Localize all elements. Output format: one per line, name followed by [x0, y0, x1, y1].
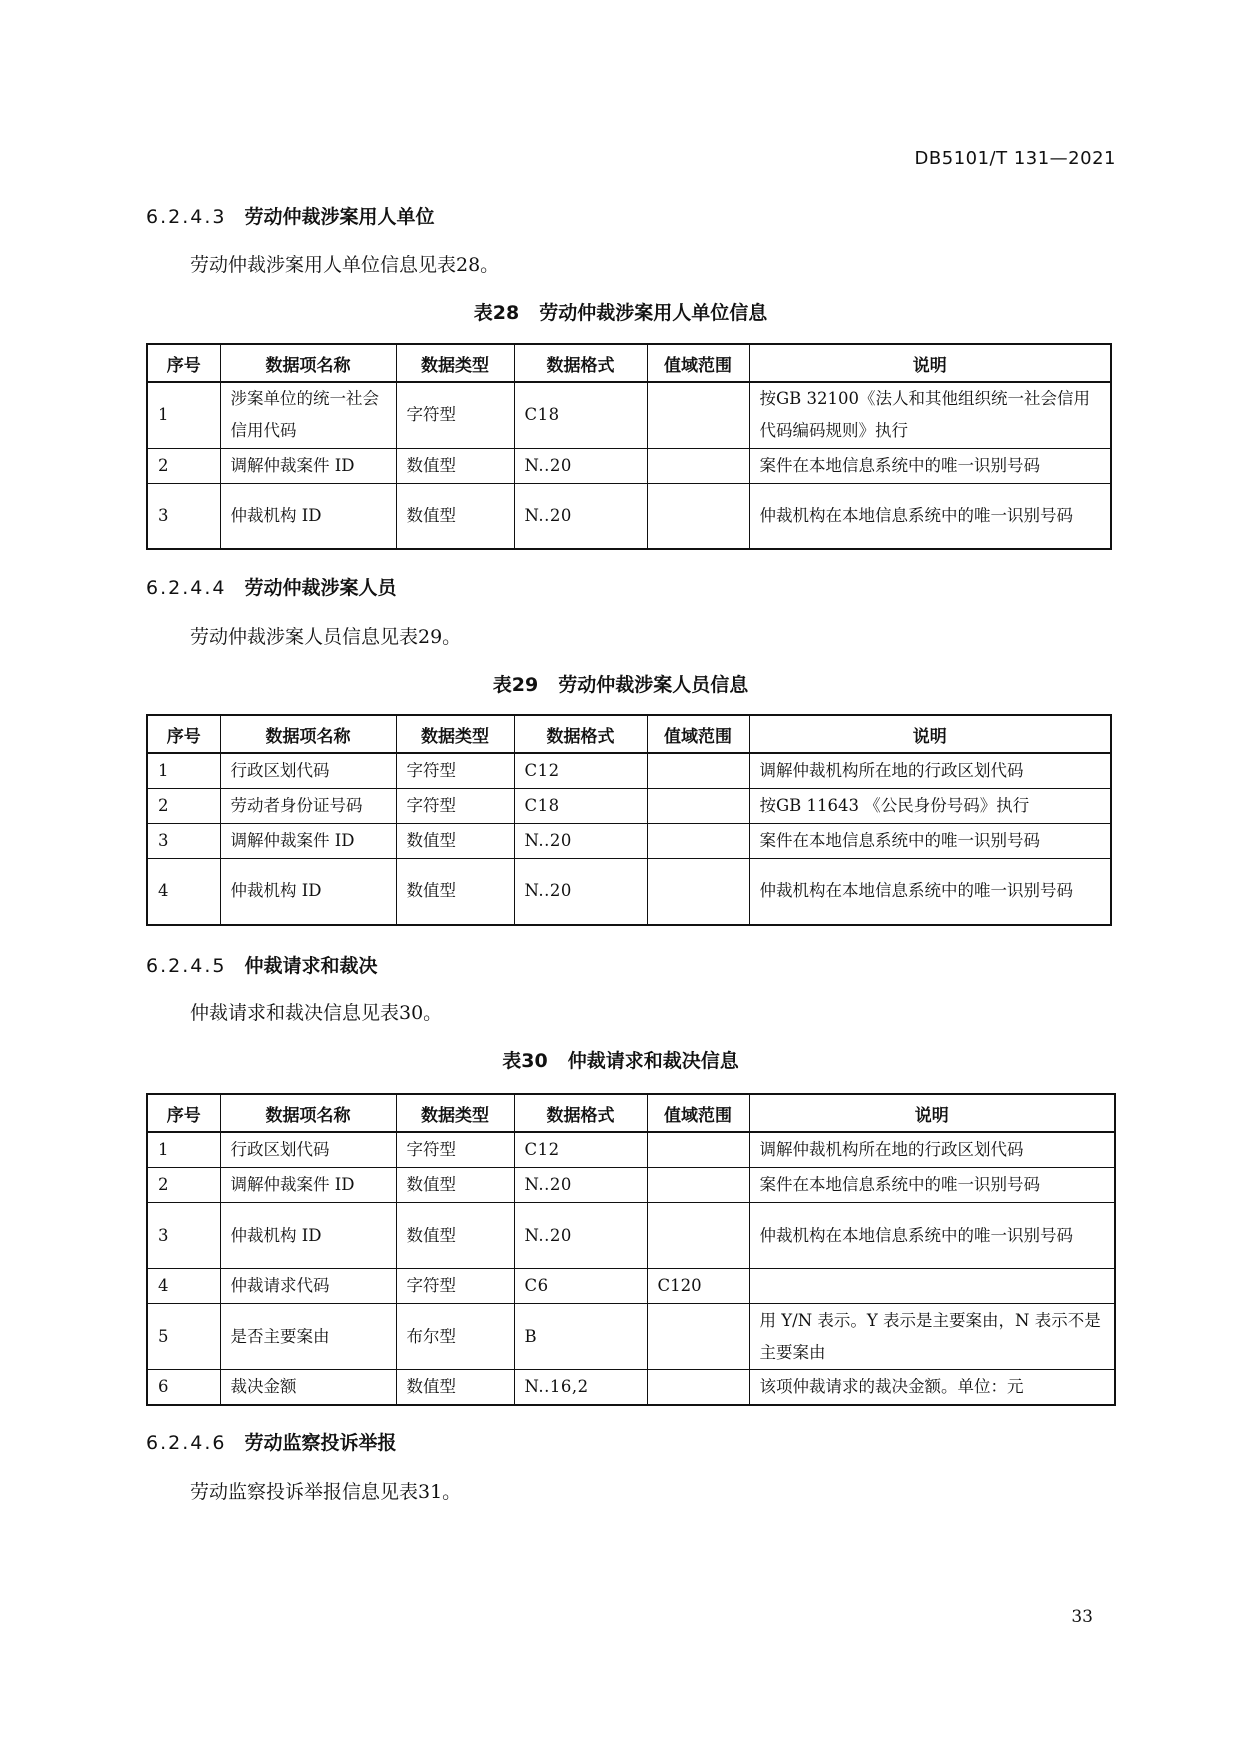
cell-item-name: 仲裁请求代码	[220, 1269, 396, 1304]
cell-value-range	[647, 1370, 749, 1406]
table-row	[147, 382, 1111, 448]
col-header-data-format: 数据格式	[514, 344, 647, 382]
cell-value-range	[647, 1203, 749, 1269]
cell-index: 4	[147, 859, 220, 925]
cell-value-range	[647, 1304, 749, 1370]
table-row	[147, 859, 1111, 925]
cell-value-range	[647, 1168, 749, 1203]
col-header-data-type: 数据类型	[396, 1094, 514, 1132]
col-header-description: 说明	[749, 715, 1111, 753]
section-number: 6.2.4.6	[146, 1432, 227, 1454]
table-header-row	[147, 344, 1111, 382]
col-header-item-name: 数据项名称	[220, 715, 396, 753]
cell-description: 该项仲裁请求的裁决金额。单位：元	[749, 1370, 1115, 1406]
col-header-data-type: 数据类型	[396, 344, 514, 382]
section-number: 6.2.4.3	[146, 206, 227, 228]
cell-description: 案件在本地信息系统中的唯一识别号码	[749, 824, 1111, 859]
table-row	[147, 448, 1111, 483]
cell-data-type: 布尔型	[396, 1304, 514, 1370]
cell-value-range	[647, 382, 749, 448]
cell-data-format: B	[514, 1304, 647, 1370]
section-intro: 劳动仲裁涉案人员信息见表29。	[190, 626, 462, 648]
section-heading-6-2-4-6	[146, 1428, 397, 1455]
table-30	[146, 1093, 1116, 1406]
cell-description: 用 Y/N 表示。Y 表示是主要案由，N 表示不是主要案由	[749, 1304, 1115, 1370]
cell-value-range	[647, 859, 749, 925]
table-title: 劳动仲裁涉案人员信息	[558, 674, 749, 696]
cell-data-type: 数值型	[396, 1203, 514, 1269]
cell-item-name: 行政区划代码	[220, 1132, 396, 1168]
cell-data-format: N..16,2	[514, 1370, 647, 1406]
cell-data-format: N..20	[514, 448, 647, 483]
cell-index: 3	[147, 824, 220, 859]
cell-data-type: 数值型	[396, 1370, 514, 1406]
cell-value-range	[647, 789, 749, 824]
table-title: 劳动仲裁涉案用人单位信息	[539, 302, 768, 324]
section-intro: 仲裁请求和裁决信息见表30。	[190, 1002, 443, 1024]
cell-item-name: 是否主要案由	[220, 1304, 396, 1370]
cell-data-format: C12	[514, 1132, 647, 1168]
cell-index: 2	[147, 1168, 220, 1203]
cell-item-name: 仲裁机构 ID	[220, 1203, 396, 1269]
col-header-index: 序号	[147, 715, 220, 753]
cell-index: 2	[147, 789, 220, 824]
table-caption-29	[0, 670, 1241, 697]
cell-data-type: 数值型	[396, 483, 514, 549]
cell-data-format: N..20	[514, 824, 647, 859]
cell-data-format: N..20	[514, 483, 647, 549]
section-number: 6.2.4.5	[146, 955, 227, 977]
col-header-data-format: 数据格式	[514, 1094, 647, 1132]
section-title: 劳动仲裁涉案用人单位	[244, 206, 435, 228]
table-29	[146, 714, 1112, 926]
table-row	[147, 1304, 1115, 1370]
cell-data-type: 数值型	[396, 1168, 514, 1203]
cell-data-type: 字符型	[396, 382, 514, 448]
table-28	[146, 343, 1112, 550]
cell-index: 6	[147, 1370, 220, 1406]
standard-code: DB5101/T 131—2021	[914, 148, 1116, 169]
cell-description: 案件在本地信息系统中的唯一识别号码	[749, 448, 1111, 483]
cell-description: 仲裁机构在本地信息系统中的唯一识别号码	[749, 483, 1111, 549]
section-intro: 劳动监察投诉举报信息见表31。	[190, 1481, 462, 1503]
table-number: 表28	[473, 302, 520, 324]
cell-index: 3	[147, 1203, 220, 1269]
table-number: 表29	[492, 674, 539, 696]
col-header-index: 序号	[147, 1094, 220, 1132]
cell-description: 按GB 11643 《公民身份号码》执行	[749, 789, 1111, 824]
col-header-index: 序号	[147, 344, 220, 382]
cell-item-name: 调解仲裁案件 ID	[220, 824, 396, 859]
table-row	[147, 1370, 1115, 1406]
cell-description: 调解仲裁机构所在地的行政区划代码	[749, 1132, 1115, 1168]
cell-index: 4	[147, 1269, 220, 1304]
cell-data-format: C18	[514, 382, 647, 448]
cell-index: 5	[147, 1304, 220, 1370]
col-header-value-range: 值域范围	[647, 344, 749, 382]
cell-data-format: C12	[514, 753, 647, 789]
cell-item-name: 仲裁机构 ID	[220, 483, 396, 549]
col-header-value-range: 值域范围	[647, 715, 749, 753]
col-header-data-type: 数据类型	[396, 715, 514, 753]
cell-index: 2	[147, 448, 220, 483]
cell-description: 调解仲裁机构所在地的行政区划代码	[749, 753, 1111, 789]
cell-data-format: N..20	[514, 859, 647, 925]
section-title: 劳动监察投诉举报	[244, 1432, 397, 1454]
col-header-data-format: 数据格式	[514, 715, 647, 753]
section-number: 6.2.4.4	[146, 577, 227, 599]
cell-value-range	[647, 448, 749, 483]
cell-item-name: 仲裁机构 ID	[220, 859, 396, 925]
table-header-row	[147, 715, 1111, 753]
cell-data-type: 数值型	[396, 448, 514, 483]
cell-data-type: 字符型	[396, 789, 514, 824]
section-title: 劳动仲裁涉案人员	[244, 577, 397, 599]
cell-value-range	[647, 483, 749, 549]
cell-value-range: C120	[647, 1269, 749, 1304]
col-header-item-name: 数据项名称	[220, 1094, 396, 1132]
cell-data-type: 数值型	[396, 824, 514, 859]
table-row	[147, 1203, 1115, 1269]
cell-value-range	[647, 824, 749, 859]
cell-data-type: 字符型	[396, 753, 514, 789]
table-row	[147, 1269, 1115, 1304]
cell-data-type: 字符型	[396, 1269, 514, 1304]
section-heading-6-2-4-5	[146, 951, 378, 978]
table-title: 仲裁请求和裁决信息	[567, 1050, 739, 1072]
cell-data-format: C18	[514, 789, 647, 824]
cell-description: 仲裁机构在本地信息系统中的唯一识别号码	[749, 1203, 1115, 1269]
table-number: 表30	[502, 1050, 548, 1072]
section-intro: 劳动仲裁涉案用人单位信息见表28。	[190, 254, 500, 276]
table-header-row	[147, 1094, 1115, 1132]
table-row	[147, 824, 1111, 859]
cell-description: 案件在本地信息系统中的唯一识别号码	[749, 1168, 1115, 1203]
table-row	[147, 483, 1111, 549]
cell-description: 仲裁机构在本地信息系统中的唯一识别号码	[749, 859, 1111, 925]
table-caption-30	[0, 1046, 1241, 1073]
cell-value-range	[647, 753, 749, 789]
col-header-item-name: 数据项名称	[220, 344, 396, 382]
table-caption-28	[0, 298, 1241, 325]
cell-data-format: N..20	[514, 1168, 647, 1203]
section-title: 仲裁请求和裁决	[244, 955, 378, 977]
cell-data-format: C6	[514, 1269, 647, 1304]
cell-index: 1	[147, 753, 220, 789]
cell-item-name: 行政区划代码	[220, 753, 396, 789]
col-header-description: 说明	[749, 1094, 1115, 1132]
table-row	[147, 789, 1111, 824]
cell-index: 3	[147, 483, 220, 549]
cell-data-format: N..20	[514, 1203, 647, 1269]
cell-data-type: 字符型	[396, 1132, 514, 1168]
cell-item-name: 涉案单位的统一社会信用代码	[220, 382, 396, 448]
col-header-value-range: 值域范围	[647, 1094, 749, 1132]
section-heading-6-2-4-3	[146, 202, 435, 229]
table-row	[147, 1168, 1115, 1203]
cell-item-name: 劳动者身份证号码	[220, 789, 396, 824]
cell-data-type: 数值型	[396, 859, 514, 925]
cell-value-range	[647, 1132, 749, 1168]
cell-index: 1	[147, 1132, 220, 1168]
section-heading-6-2-4-4	[146, 573, 397, 600]
table-row	[147, 1132, 1115, 1168]
page-number: 33	[1071, 1607, 1093, 1627]
cell-item-name: 调解仲裁案件 ID	[220, 1168, 396, 1203]
table-row	[147, 753, 1111, 789]
cell-index: 1	[147, 382, 220, 448]
col-header-description: 说明	[749, 344, 1111, 382]
cell-description	[749, 1269, 1115, 1304]
cell-item-name: 调解仲裁案件 ID	[220, 448, 396, 483]
cell-item-name: 裁决金额	[220, 1370, 396, 1406]
cell-description: 按GB 32100《法人和其他组织统一社会信用代码编码规则》执行	[749, 382, 1111, 448]
